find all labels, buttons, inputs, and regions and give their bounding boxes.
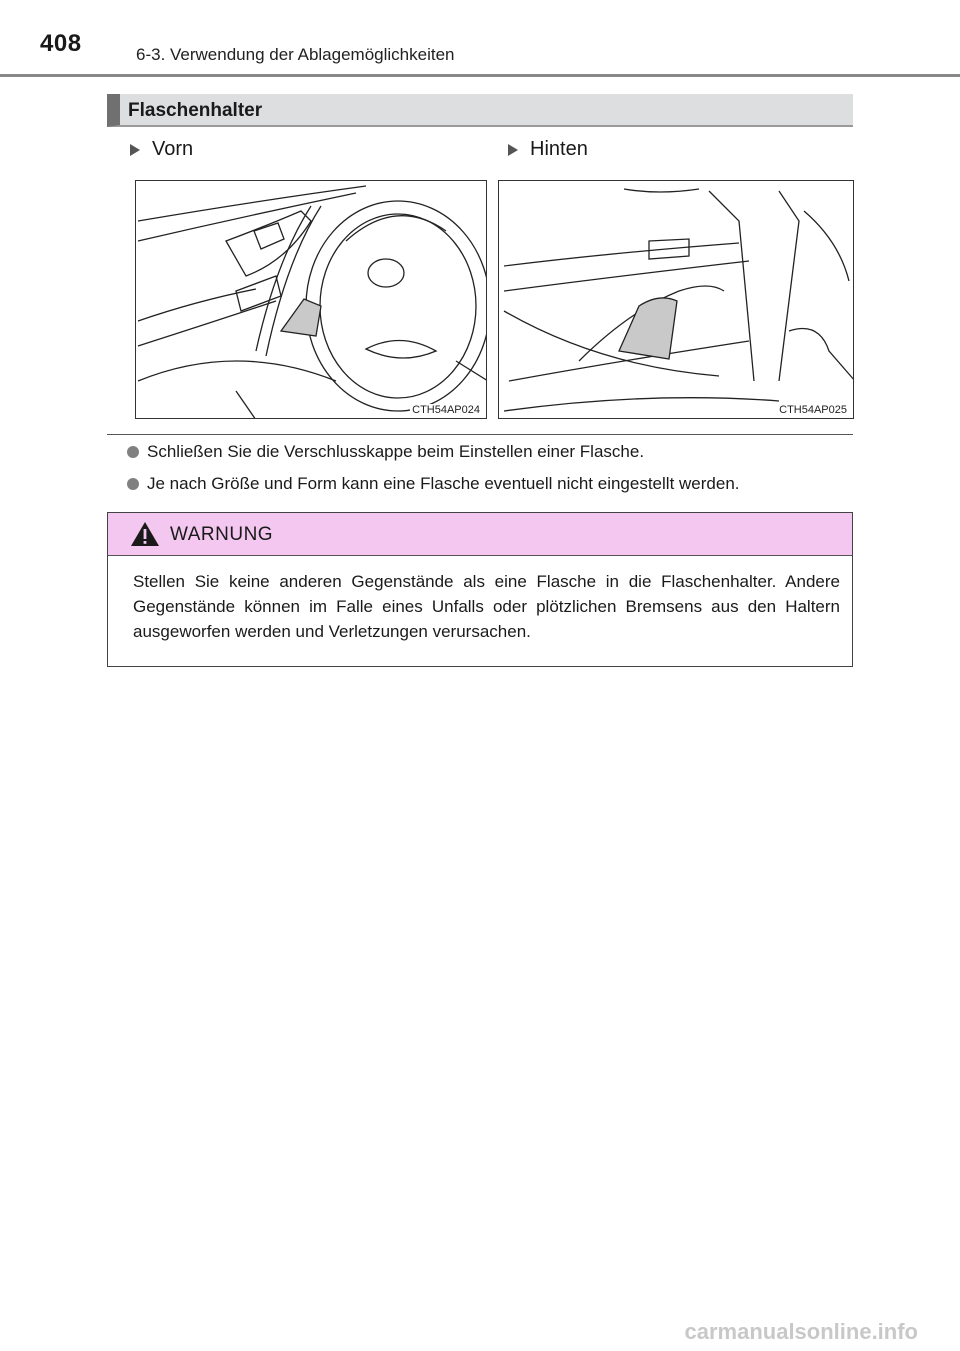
header-rule: [0, 74, 960, 77]
figure-label-front: [130, 138, 193, 161]
warning-triangle-icon: [130, 521, 160, 547]
figure-label-text: Hinten: [530, 138, 588, 160]
figure-rear-bottle-holder: [498, 180, 854, 419]
figure-label-rear: [508, 138, 588, 161]
note-item: [127, 442, 644, 462]
bullet-dot-icon: [127, 478, 139, 490]
figure-label-text: Vorn: [152, 138, 194, 160]
figure-front-bottle-holder: [135, 180, 487, 419]
page-number: 408: [40, 30, 82, 57]
warning-box: [107, 512, 853, 667]
section-heading: [107, 94, 853, 127]
triangle-bullet-icon: [508, 144, 518, 156]
chapter-title: 6-3. Verwendung der Ablagemöglichkeiten: [136, 45, 455, 64]
front-door-illustration: [136, 181, 487, 419]
warning-text: Stellen Sie keine anderen Gegenstände als eine Flasche in die Flaschenhalter. Andere Gegenstände können im Falle eines Unfalls oder plötzlichen Bremsens aus den Haltern ausgeworfen werden und Verletzungen verursachen.: [133, 572, 840, 641]
warning-title: WARNUNG: [170, 524, 274, 545]
figure-code: CTH54AP024: [412, 404, 480, 416]
note-item: [127, 474, 740, 494]
warning-header: [108, 513, 852, 556]
rear-door-illustration: [499, 181, 854, 419]
section-title: Flaschenhalter: [128, 100, 263, 121]
watermark: carmanualsonline.info: [684, 1319, 918, 1344]
note-text: Schließen Sie die Verschlusskappe beim Einstellen einer Flasche.: [147, 442, 645, 461]
bullet-dot-icon: [127, 446, 139, 458]
page-header: [0, 0, 960, 80]
triangle-bullet-icon: [130, 144, 140, 156]
figure-code: CTH54AP025: [779, 404, 847, 416]
section-rule: [107, 434, 853, 435]
note-text: Je nach Größe und Form kann eine Flasche eventuell nicht eingestellt werden.: [147, 474, 740, 493]
